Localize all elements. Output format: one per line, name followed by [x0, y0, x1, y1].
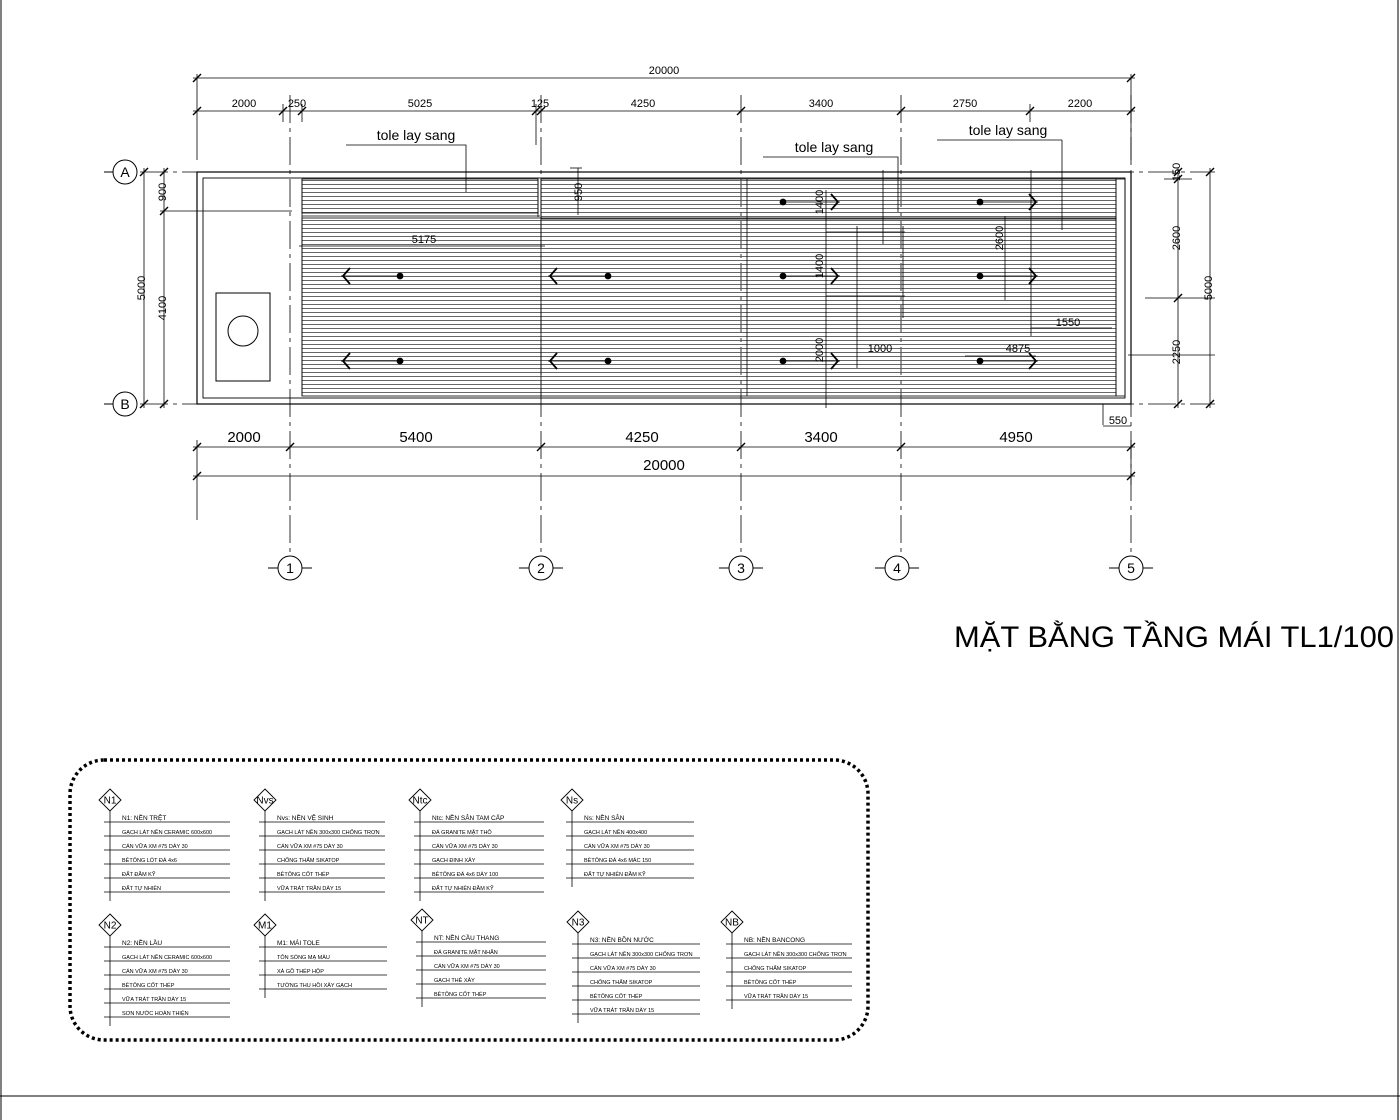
label-roof-left: tole lay sang	[376, 127, 456, 143]
dim-overall-bottom: 20000	[643, 457, 685, 474]
legend-header: NT: NỀN CẦU THANG	[434, 935, 500, 942]
dim-bottom-1: 5400	[399, 429, 433, 446]
legend-tag: N3	[571, 917, 585, 929]
legend-line: CÁN VỮA XM #75 DÀY 30	[122, 969, 188, 975]
legend-line: BÊTÔNG CỐT THÉP	[434, 992, 487, 998]
bottom-dimension-texts	[227, 415, 1127, 474]
dim-top-0: 2000	[231, 98, 257, 110]
legend-line: CHỐNG THẤM SIKATOP	[590, 980, 653, 986]
grid-row-b: B	[120, 396, 130, 412]
legend-line: GẠCH LÁT NỀN 400x400	[584, 830, 648, 836]
legend-tag: Nvs	[256, 795, 274, 807]
legend-line: BÊTÔNG CỐT THÉP	[590, 994, 643, 1000]
drawing-title: MẶT BẰNG TẦNG MÁI TL1/100	[954, 621, 1381, 654]
dim-top-3: 125	[530, 98, 550, 110]
finish-legend	[99, 789, 852, 1026]
legend-tag: N2	[103, 920, 117, 932]
legend-line: XÀ GỒ THÉP HỘP	[277, 969, 324, 975]
grid-column-bubbles	[268, 556, 1153, 580]
roof-sheeting-hatch	[302, 179, 1125, 396]
legend-line: GẠCH THẺ XÂY	[434, 978, 475, 984]
dim-right-2: 2250	[1171, 339, 1183, 365]
dim-bottom-right: 550	[1108, 415, 1128, 427]
legend-line: GẠCH LÁT NỀN 300x300 CHỐNG TRƠN	[590, 952, 693, 958]
dim-top-4: 4250	[630, 98, 656, 110]
legend-line: CÁN VỮA XM #75 DÀY 30	[277, 844, 343, 850]
dim-interior-3: 2600	[994, 225, 1006, 251]
legend-line: BÊTÔNG CỐT THÉP	[277, 872, 330, 878]
label-roof-mid: tole lay sang	[794, 139, 874, 155]
label-roof-right: tole lay sang	[968, 122, 1048, 138]
legend-line: BÊTÔNG CỐT THÉP	[744, 980, 797, 986]
dim-bottom-3: 3400	[804, 429, 838, 446]
legend-tag: M1	[258, 920, 272, 932]
legend-block-ntc	[409, 789, 544, 901]
legend-line: BÊTÔNG ĐÁ 4x6 MÁC 150	[584, 858, 652, 864]
legend-block-nvs	[254, 789, 385, 901]
legend-line: CHỐNG THẤM SIKATOP	[277, 858, 340, 864]
legend-tag: Ntc	[412, 795, 428, 807]
dim-top-2: 5025	[407, 98, 433, 110]
dim-interior-2: 1400	[814, 189, 826, 215]
legend-line: CÁN VỮA XM #75 DÀY 30	[434, 964, 500, 970]
dim-interior-5: 1000	[867, 343, 893, 355]
legend-tag: NT	[415, 915, 429, 927]
dim-right-0: 150	[1171, 162, 1183, 182]
legend-line: CÁN VỮA XM #75 DÀY 30	[584, 844, 650, 850]
legend-line: CHỐNG THẤM SIKATOP	[744, 966, 807, 972]
legend-header: NB: NỀN BANCONG	[744, 937, 806, 944]
legend-line: SƠN NƯỚC HOÀN THIỆN	[122, 1011, 189, 1017]
legend-line: TƯỜNG THU HỒI XÂY GẠCH	[277, 983, 352, 989]
dim-top-5: 3400	[808, 98, 834, 110]
legend-line: CÁN VỮA XM #75 DÀY 30	[432, 844, 498, 850]
legend-tag: Ns	[565, 795, 579, 807]
dim-interior-4: 2000	[814, 337, 826, 363]
legend-line: VỮA TRÁT TRẦN DÀY 15	[122, 997, 187, 1003]
legend-line: TÔN SÓNG MẠ MÀU	[277, 955, 330, 961]
legend-line: ĐẤT TỰ NHIÊN	[122, 886, 162, 892]
dim-top-6: 2750	[952, 98, 978, 110]
legend-line: GẠCH LÁT NỀN CERAMIC 600x600	[122, 830, 213, 836]
legend-line: BÊTÔNG ĐÁ 4x6 DÀY 100	[432, 872, 499, 878]
legend-line: ĐẤT ĐẦM KỸ	[122, 872, 156, 878]
legend-header: Ns: NỀN SÂN	[584, 815, 625, 822]
dim-left-inner-0: 900	[157, 182, 169, 202]
dim-interior-0: 5175	[411, 234, 437, 246]
legend-line: GẠCH LÁT NỀN CERAMIC 600x600	[122, 955, 213, 961]
grid-row-bubbles	[104, 160, 137, 416]
legend-block-m1	[254, 914, 387, 998]
legend-line: GẠCH LÁT NỀN 300x300 CHỐNG TRƠN	[277, 830, 380, 836]
water-tank-box	[216, 293, 270, 381]
legend-header: Nvs: NỀN VỆ SINH	[277, 815, 334, 822]
dim-interior-8: 1400	[814, 253, 826, 279]
legend-line: ĐẤT TỰ NHIÊN ĐẦM KỸ	[584, 872, 646, 878]
dim-interior-1: 950	[573, 182, 585, 202]
dim-right-outer: 5000	[1203, 275, 1215, 301]
top-dimension-texts	[232, 65, 1092, 110]
grid-row-a: A	[120, 164, 130, 180]
legend-line: GẠCH ĐINH XÂY	[432, 858, 476, 864]
legend-block-ns	[561, 789, 694, 887]
legend-block-nt	[411, 909, 546, 1007]
dim-left-inner-1: 4100	[157, 295, 169, 321]
legend-header: N1: NỀN TRỆT	[122, 815, 167, 822]
legend-line: VỮA TRÁT TRẦN DÀY 15	[590, 1008, 655, 1014]
grid-col-2: 2	[537, 560, 545, 576]
legend-header: M1: MÁI TOLE	[277, 940, 320, 947]
legend-line: ĐÁ GRANITE MẶT THÔ	[432, 830, 492, 836]
dim-bottom-2: 4250	[625, 429, 659, 446]
legend-line: CÁN VỮA XM #75 DÀY 30	[590, 966, 656, 972]
legend-block-n2	[99, 914, 230, 1026]
legend-block-nb	[721, 911, 852, 1009]
legend-line: BÊTÔNG LÓT ĐÁ 4x6	[122, 858, 177, 864]
dim-top-7: 2200	[1067, 98, 1093, 110]
grid-col-3: 3	[737, 560, 745, 576]
grid-col-4: 4	[893, 560, 901, 576]
dim-bottom-0: 2000	[227, 429, 261, 446]
dim-top-1: 250	[287, 98, 307, 110]
legend-line: VỮA TRÁT TRẦN DÀY 15	[277, 886, 342, 892]
dim-right-1: 2600	[1171, 225, 1183, 251]
legend-line: VỮA TRÁT TRẦN DÀY 15	[744, 994, 809, 1000]
legend-header: Ntc: NỀN SÂN TAM CẤP	[432, 815, 505, 822]
legend-header: N3: NỀN BỒN NƯỚC	[590, 937, 654, 944]
legend-line: CÁN VỮA XM #75 DÀY 30	[122, 844, 188, 850]
legend-block-n3	[567, 911, 700, 1023]
legend-block-n1	[99, 789, 230, 901]
legend-tag: NB	[725, 917, 739, 929]
dim-bottom-4: 4950	[999, 429, 1033, 446]
grid-col-1: 1	[286, 560, 294, 576]
legend-header: N2: NỀN LẦU	[122, 940, 163, 947]
legend-line: GẠCH LÁT NỀN 300x300 CHỐNG TRƠN	[744, 952, 847, 958]
dim-overall-top: 20000	[648, 65, 680, 77]
dim-interior-7: 4875	[1005, 343, 1031, 355]
grid-col-5: 5	[1127, 560, 1135, 576]
legend-line: BÊTÔNG CỐT THÉP	[122, 983, 175, 989]
dim-interior-6: 1550	[1055, 317, 1081, 329]
legend-line: ĐẤT TỰ NHIÊN ĐẦM KỸ	[432, 886, 494, 892]
legend-tag: N1	[103, 795, 117, 807]
legend-line: ĐÁ GRANITE MẶT NHẴN	[434, 950, 498, 956]
dim-left-outer: 5000	[136, 275, 148, 301]
